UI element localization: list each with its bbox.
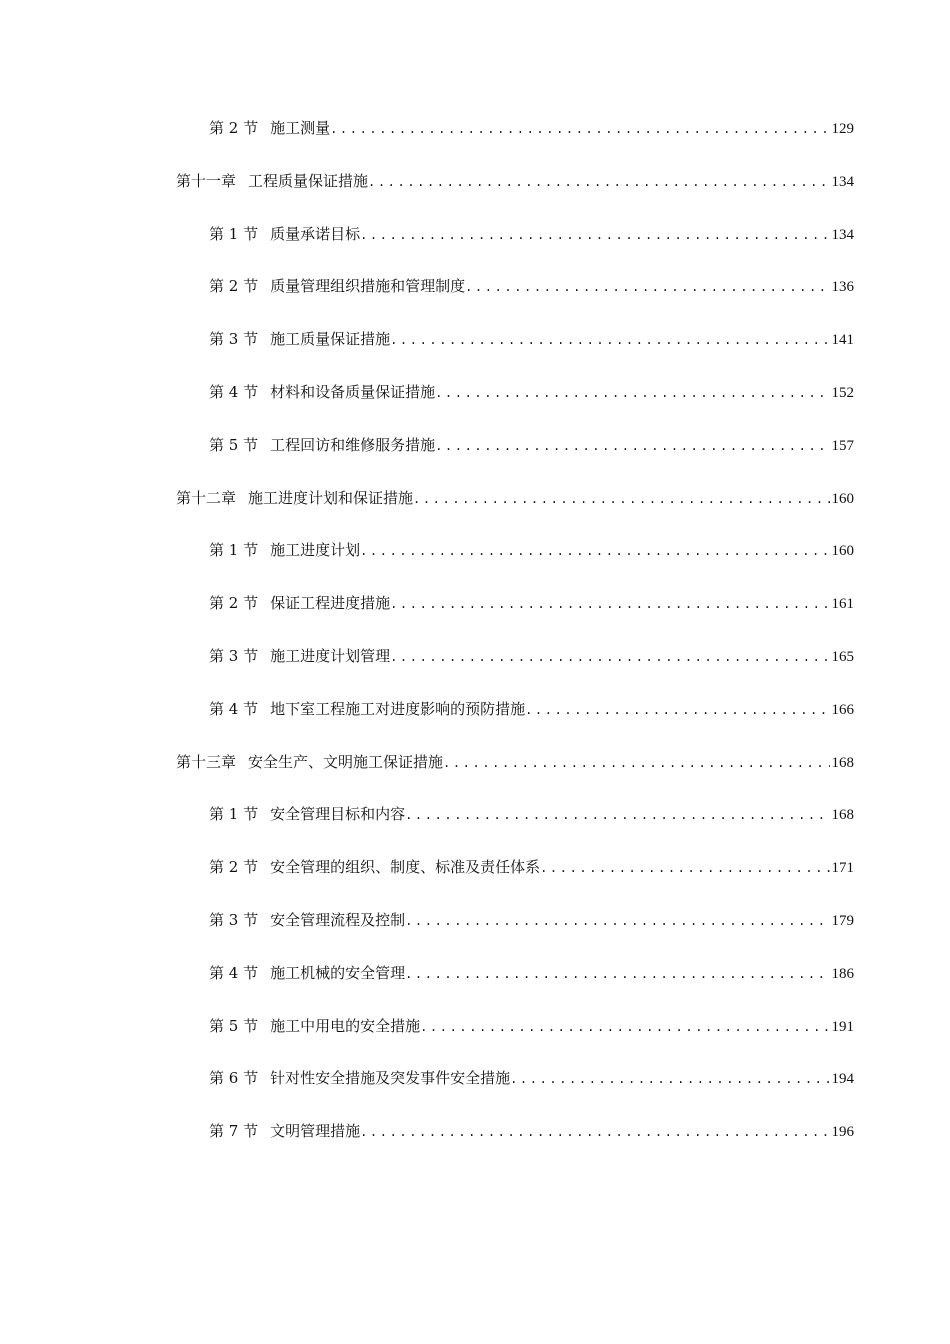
toc-entry-number: 第十二章 bbox=[176, 488, 237, 507]
toc-dot-leader bbox=[435, 383, 829, 403]
toc-page-number: 191 bbox=[831, 1018, 854, 1035]
toc-section-entry[interactable] bbox=[0, 118, 950, 171]
toc-entry-number: 第 4 节 bbox=[209, 963, 259, 982]
toc-entry-number: 第十一章 bbox=[176, 171, 237, 190]
toc-entry-label bbox=[209, 646, 390, 666]
toc-entry-label bbox=[209, 963, 405, 983]
toc-dot-leader bbox=[510, 1069, 829, 1089]
toc-entry-title: 工程回访和维修服务措施 bbox=[270, 435, 436, 454]
toc-dot-leader bbox=[390, 594, 829, 614]
toc-section-entry[interactable] bbox=[0, 963, 950, 1016]
toc-dot-leader bbox=[413, 489, 829, 509]
toc-entry-title: 施工进度计划 bbox=[270, 541, 361, 560]
toc-chapter-entry[interactable] bbox=[0, 752, 950, 805]
toc-entry-title: 施工进度计划和保证措施 bbox=[248, 488, 414, 507]
toc-entry-label bbox=[176, 488, 413, 508]
toc-page-number: 152 bbox=[831, 384, 854, 401]
toc-entry-title: 质量管理组织措施和管理制度 bbox=[270, 277, 466, 296]
toc-dot-leader bbox=[368, 172, 829, 192]
toc-entry-number: 第 2 节 bbox=[209, 858, 259, 877]
toc-entry-number: 第 3 节 bbox=[209, 910, 259, 929]
toc-entry-label bbox=[209, 329, 390, 349]
toc-entry-title: 保证工程进度措施 bbox=[270, 594, 391, 613]
toc-section-entry[interactable] bbox=[0, 276, 950, 329]
toc-entry-number: 第十三章 bbox=[176, 752, 237, 771]
toc-dot-leader bbox=[360, 541, 829, 561]
toc-entry-label bbox=[209, 1121, 360, 1141]
toc-dot-leader bbox=[405, 911, 829, 931]
toc-entry-number: 第 4 节 bbox=[209, 382, 259, 401]
toc-dot-leader bbox=[435, 436, 829, 456]
toc-dot-leader bbox=[465, 277, 829, 297]
table-of-contents bbox=[0, 118, 950, 1174]
toc-entry-title: 安全管理目标和内容 bbox=[270, 805, 406, 824]
toc-entry-title: 安全管理流程及控制 bbox=[270, 910, 406, 929]
toc-section-entry[interactable] bbox=[0, 646, 950, 699]
toc-entry-number: 第 6 节 bbox=[209, 1069, 259, 1088]
toc-entry-number: 第 5 节 bbox=[209, 435, 259, 454]
toc-section-entry[interactable] bbox=[0, 804, 950, 857]
toc-entry-number: 第 1 节 bbox=[209, 541, 259, 560]
toc-entry-label bbox=[176, 752, 443, 772]
toc-entry-label bbox=[209, 1068, 510, 1088]
toc-entry-title: 材料和设备质量保证措施 bbox=[270, 382, 436, 401]
toc-page-number: 160 bbox=[831, 490, 854, 507]
toc-page-number: 141 bbox=[831, 332, 854, 349]
toc-dot-leader bbox=[330, 119, 829, 139]
toc-entry-number: 第 1 节 bbox=[209, 224, 259, 243]
toc-dot-leader bbox=[405, 964, 829, 984]
toc-dot-leader bbox=[443, 753, 829, 773]
toc-page-number: 134 bbox=[831, 173, 854, 190]
toc-section-entry[interactable] bbox=[0, 540, 950, 593]
toc-entry-title: 工程质量保证措施 bbox=[248, 171, 369, 190]
toc-entry-title: 施工机械的安全管理 bbox=[270, 963, 406, 982]
toc-page-number: 171 bbox=[831, 860, 854, 877]
toc-page-number: 186 bbox=[831, 965, 854, 982]
toc-entry-number: 第 2 节 bbox=[209, 119, 259, 137]
toc-section-entry[interactable] bbox=[0, 382, 950, 435]
toc-page-number: 136 bbox=[831, 279, 854, 296]
toc-entry-number: 第 2 节 bbox=[209, 277, 259, 296]
toc-entry-label bbox=[209, 224, 360, 244]
toc-chapter-entry[interactable] bbox=[0, 488, 950, 541]
toc-entry-label bbox=[209, 1016, 420, 1036]
toc-entry-label bbox=[209, 910, 405, 930]
toc-entry-label bbox=[209, 382, 435, 402]
toc-entry-number: 第 3 节 bbox=[209, 330, 259, 349]
toc-section-entry[interactable] bbox=[0, 1068, 950, 1121]
toc-entry-title: 施工质量保证措施 bbox=[270, 330, 391, 349]
toc-entry-label bbox=[209, 593, 390, 613]
toc-page-number: 168 bbox=[831, 807, 854, 824]
toc-section-entry[interactable] bbox=[0, 224, 950, 277]
toc-section-entry[interactable] bbox=[0, 699, 950, 752]
toc-entry-label bbox=[176, 171, 368, 191]
toc-dot-leader bbox=[420, 1017, 829, 1037]
toc-entry-label bbox=[209, 276, 465, 296]
toc-page-number: 134 bbox=[831, 226, 854, 243]
toc-entry-title: 针对性安全措施及突发事件安全措施 bbox=[270, 1069, 511, 1088]
toc-entry-label bbox=[209, 540, 360, 560]
toc-dot-leader bbox=[360, 1122, 829, 1142]
toc-dot-leader bbox=[390, 647, 829, 667]
toc-entry-title: 施工中用电的安全措施 bbox=[270, 1016, 421, 1035]
toc-entry-title: 施工进度计划管理 bbox=[270, 646, 391, 665]
toc-section-entry[interactable] bbox=[0, 329, 950, 382]
toc-entry-label bbox=[209, 699, 525, 719]
toc-page-number: 161 bbox=[831, 596, 854, 613]
toc-section-entry[interactable] bbox=[0, 435, 950, 488]
toc-entry-label bbox=[209, 857, 540, 877]
toc-section-entry[interactable] bbox=[0, 1121, 950, 1174]
toc-page-number: 129 bbox=[831, 121, 854, 137]
toc-page-number: 166 bbox=[831, 701, 854, 718]
toc-chapter-entry[interactable] bbox=[0, 171, 950, 224]
toc-entry-title: 地下室工程施工对进度影响的预防措施 bbox=[270, 699, 526, 718]
toc-entry-title: 质量承诺目标 bbox=[270, 224, 361, 243]
toc-entry-label bbox=[209, 118, 330, 138]
toc-entry-number: 第 2 节 bbox=[209, 594, 259, 613]
toc-entry-number: 第 4 节 bbox=[209, 699, 259, 718]
toc-entry-number: 第 1 节 bbox=[209, 805, 259, 824]
toc-entry-title: 施工测量 bbox=[270, 119, 331, 137]
toc-section-entry[interactable] bbox=[0, 857, 950, 910]
toc-entry-number: 第 7 节 bbox=[209, 1122, 259, 1141]
toc-page-number: 168 bbox=[831, 754, 854, 771]
toc-page-number: 157 bbox=[831, 437, 854, 454]
toc-section-entry[interactable] bbox=[0, 593, 950, 646]
toc-entry-label bbox=[209, 435, 435, 455]
toc-page-number: 179 bbox=[831, 912, 854, 929]
toc-entry-title: 安全管理的组织、制度、标准及责任体系 bbox=[270, 858, 541, 877]
toc-entry-number: 第 5 节 bbox=[209, 1016, 259, 1035]
toc-section-entry[interactable] bbox=[0, 1016, 950, 1069]
toc-dot-leader bbox=[360, 225, 829, 245]
toc-entry-title: 文明管理措施 bbox=[270, 1122, 361, 1141]
toc-page-number: 160 bbox=[831, 543, 854, 560]
toc-dot-leader bbox=[405, 805, 829, 825]
toc-entry-title: 安全生产、文明施工保证措施 bbox=[248, 752, 444, 771]
toc-page-number: 196 bbox=[831, 1124, 854, 1141]
toc-entry-label bbox=[209, 804, 405, 824]
toc-entry-number: 第 3 节 bbox=[209, 646, 259, 665]
toc-dot-leader bbox=[390, 330, 829, 350]
toc-page-number: 194 bbox=[831, 1071, 854, 1088]
toc-page-number: 165 bbox=[831, 648, 854, 665]
toc-section-entry[interactable] bbox=[0, 910, 950, 963]
toc-dot-leader bbox=[525, 700, 829, 720]
toc-dot-leader bbox=[540, 858, 829, 878]
